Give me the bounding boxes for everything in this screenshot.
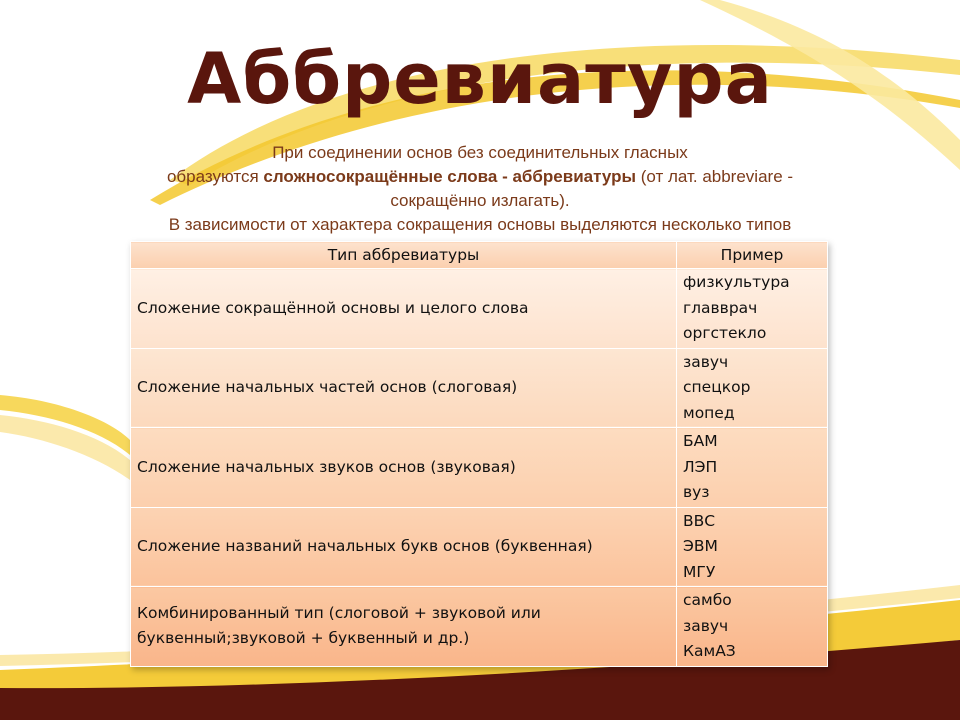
table-row bbox=[131, 587, 828, 667]
intro-line-1: При соединении основ без соединительных гласных bbox=[272, 143, 688, 162]
example-item: завуч bbox=[683, 616, 729, 635]
type-cell bbox=[131, 587, 677, 667]
table-row bbox=[131, 428, 828, 508]
header-type: Тип аббревиатуры bbox=[131, 242, 677, 269]
example-cell bbox=[677, 348, 828, 428]
example-item: спецкор bbox=[683, 378, 751, 396]
intro-line-4: В зависимости от характера сокращения основы выделяются несколько типов bbox=[168, 215, 792, 234]
header-example: Пример bbox=[677, 242, 828, 269]
type-cell: Сложение начальных частей основ (слоговая) bbox=[131, 348, 677, 428]
slide-title: Аббревиатура bbox=[187, 38, 773, 120]
example-item: ЭВМ bbox=[683, 537, 718, 555]
example-item: КамАЗ bbox=[683, 642, 736, 660]
example-cell bbox=[677, 507, 828, 587]
example-cell bbox=[677, 587, 828, 667]
example-cell bbox=[677, 428, 828, 508]
type-cell: Сложение начальных звуков основ (звуковая) bbox=[131, 428, 677, 508]
intro-line-2-suffix: (от лат. abbreviare - bbox=[636, 167, 794, 186]
intro-line-3: сокращённо излагать). bbox=[390, 191, 570, 210]
example-item: физкультура bbox=[683, 273, 790, 291]
example-item: оргстекло bbox=[683, 324, 767, 342]
intro-line-2 bbox=[70, 165, 890, 189]
example-item: мопед bbox=[683, 403, 735, 422]
example-item: МГУ bbox=[683, 562, 716, 581]
example-item: ВВС bbox=[683, 511, 716, 530]
table-header-row bbox=[131, 242, 828, 269]
example-item: завуч bbox=[683, 352, 729, 371]
type-cell-line: Комбинированный тип (слоговой + звуковой или bbox=[137, 603, 541, 622]
type-cell-line: буквенный;звуковой + буквенный и др.) bbox=[137, 629, 470, 648]
table-row bbox=[131, 507, 828, 587]
example-item: главврач bbox=[683, 298, 758, 317]
type-cell: Сложение сокращённой основы и целого слова bbox=[131, 269, 677, 349]
table-row bbox=[131, 348, 828, 428]
example-item: вуз bbox=[683, 483, 710, 501]
table-row bbox=[131, 269, 828, 349]
example-item: ЛЭП bbox=[683, 457, 718, 476]
example-item: БАМ bbox=[683, 432, 718, 450]
abbreviation-types-table bbox=[130, 241, 828, 667]
intro-paragraph bbox=[70, 141, 890, 237]
example-item: самбо bbox=[683, 591, 732, 609]
gold-swoosh-left-light bbox=[0, 415, 130, 480]
intro-line-2-prefix: образуются bbox=[166, 167, 264, 186]
example-cell bbox=[677, 269, 828, 349]
intro-term-bold: сложносокращённые слова - аббревиатуры bbox=[263, 167, 636, 186]
type-cell: Сложение названий начальных букв основ (буквенная) bbox=[131, 507, 677, 587]
